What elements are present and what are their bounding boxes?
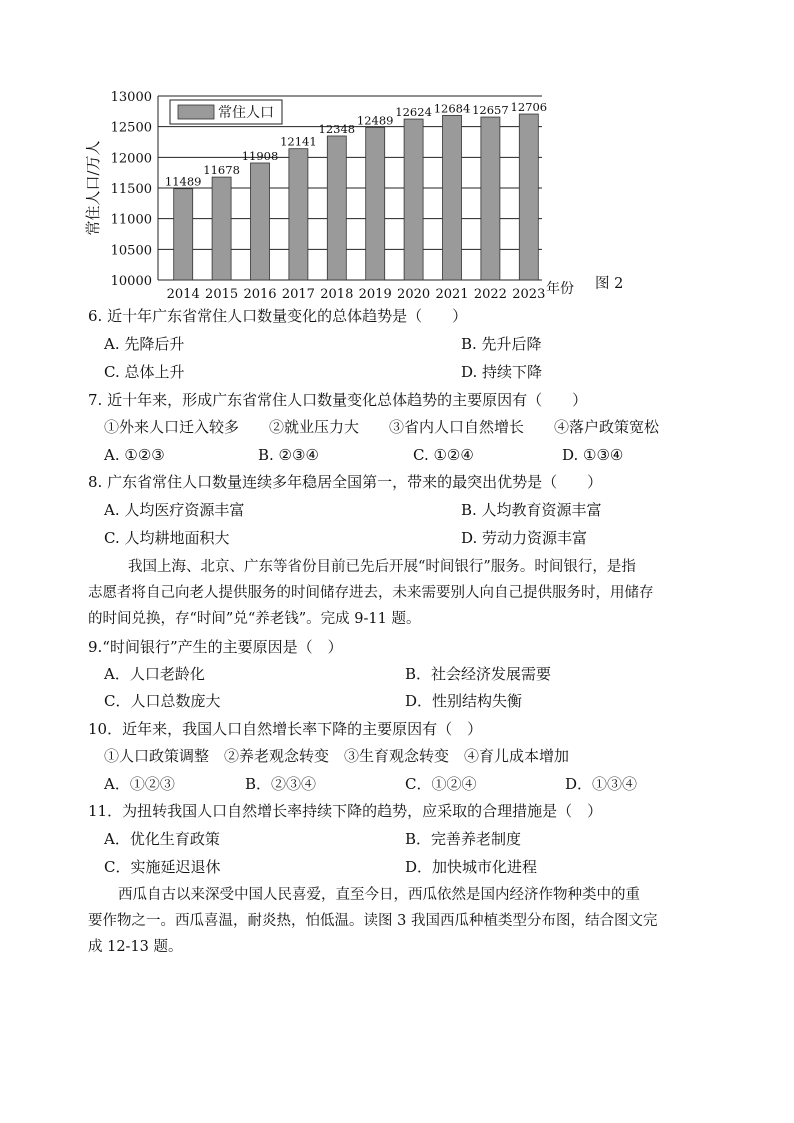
question-8-stem: 8. 广东省常住人口数量连续多年稳居全国第一，带来的最突出优势是（ ） — [88, 473, 603, 491]
x-tick-label-2020: 2020 — [397, 287, 431, 302]
y-tick-label-0: 10000 — [110, 274, 152, 289]
data-label-2021: 12684 — [433, 101, 471, 116]
q10-statements: ①人口政策调整 ②养老观念转变 ③生育观念转变 ④育儿成本增加 — [104, 747, 570, 765]
bar-2021 — [443, 115, 462, 280]
x-tick-label-2014: 2014 — [166, 287, 200, 302]
data-label-2016: 11908 — [241, 148, 279, 163]
x-tick-label-2021: 2021 — [435, 287, 469, 302]
q8-option-c: C. 人均耕地面积大 — [104, 529, 230, 547]
x-tick-label-2019: 2019 — [358, 287, 392, 302]
q7-statements: ①外来人口迁入较多 ②就业压力大 ③省内人口自然增长 ④落户政策宽松 — [104, 418, 660, 436]
q11-option-a: A．优化生育政策 — [104, 830, 220, 848]
q9-option-c: C．人口总数庞大 — [104, 692, 221, 710]
data-label-2020: 12624 — [395, 105, 432, 120]
x-tick-label-2022: 2022 — [473, 287, 507, 302]
passage2-line-1: 西瓜自古以来深受中国人民喜爱，直至今日，西瓜依然是国内经济作物种类中的重 — [118, 887, 640, 903]
passage-time-bank — [88, 554, 713, 632]
bar-2014 — [174, 189, 193, 280]
q10-option-b: B．②③④ — [245, 775, 317, 793]
q9-option-b: B．社会经济发展需要 — [405, 665, 552, 683]
figure-label: 图 2 — [595, 276, 624, 292]
legend-swatch — [178, 105, 214, 119]
x-tick-label-2016: 2016 — [243, 287, 277, 302]
data-label-2022: 12657 — [472, 103, 509, 118]
legend-label: 常住人口 — [218, 105, 274, 121]
y-tick-label-3: 11500 — [110, 182, 152, 197]
bar-2015 — [212, 177, 231, 280]
passage1-line-2: 志愿者将自己向老人提供服务的时间储存进去，未来需要别人向自己提供服务时，用储存 — [88, 585, 654, 601]
x-tick-label-2018: 2018 — [320, 287, 354, 302]
q9-option-d: D．性别结构失衡 — [405, 692, 523, 710]
q6-option-d: D. 持续下降 — [461, 363, 543, 381]
question-7-stem: 7. 近十年来，形成广东省常住人口数量变化总体趋势的主要原因有（ ） — [88, 391, 588, 409]
q8-option-b: B. 人均教育资源丰富 — [461, 501, 602, 519]
q6-option-b: B. 先升后降 — [461, 335, 542, 353]
passage2-line-3: 成 12-13 题。 — [88, 939, 183, 955]
data-label-2017: 12141 — [280, 134, 317, 149]
q11-option-c: C．实施延迟退休 — [104, 858, 221, 876]
passage2-line-2: 要作物之一。西瓜喜温，耐炎热，怕低温。读图 3 我国西瓜种植类型分布图，结合图文完 — [88, 913, 658, 929]
q11-option-d: D．加快城市化进程 — [405, 858, 538, 876]
data-label-2014: 11489 — [164, 174, 202, 189]
y-tick-label-2: 11000 — [110, 212, 152, 228]
question-6-stem: 6. 近十年广东省常住人口数量变化的总体趋势是（ ） — [88, 307, 468, 325]
y-tick-label-6: 13000 — [110, 90, 152, 105]
data-label-2015: 11678 — [203, 163, 240, 178]
q7-option-d: D. ①③④ — [562, 446, 624, 464]
bar-2023 — [519, 114, 538, 280]
passage1-line-3: 的时间兑换，存“时间”兑“养老钱”。完成 9-11 题。 — [88, 611, 421, 627]
data-label-2023: 12706 — [510, 100, 548, 115]
q8-option-a: A. 人均医疗资源丰富 — [104, 501, 245, 519]
q6-option-c: C. 总体上升 — [104, 363, 185, 381]
x-tick-label-2017: 2017 — [281, 287, 315, 302]
question-9-stem: 9.“时间银行”产生的主要原因是（ ） — [88, 638, 343, 656]
bar-2022 — [481, 117, 500, 280]
x-tick-label-2023: 2023 — [512, 287, 546, 302]
q10-option-d: D．①③④ — [565, 775, 638, 793]
y-axis-label: 常住人口/万人 — [84, 140, 102, 236]
question-11-stem: 11．为扭转我国人口自然增长率持续下降的趋势，应采取的合理措施是（ ） — [88, 802, 603, 820]
q10-option-a: A．①②③ — [104, 775, 175, 793]
data-label-2018: 12348 — [318, 121, 356, 136]
q9-option-a: A．人口老龄化 — [104, 665, 205, 683]
bar-2018 — [327, 136, 346, 280]
data-label-2019: 12489 — [356, 113, 394, 128]
y-tick-label-4: 12000 — [110, 151, 152, 167]
x-tick-label-2015: 2015 — [205, 287, 239, 302]
bar-2020 — [404, 119, 423, 280]
q7-option-b: B. ②③④ — [258, 446, 319, 464]
question-10-stem: 10．近年来，我国人口自然增长率下降的主要原因有（ ） — [88, 720, 483, 738]
bar-2017 — [289, 149, 308, 280]
y-tick-label-5: 12500 — [110, 120, 152, 136]
population-bar-chart — [80, 84, 640, 304]
x-axis-label: 年份 — [546, 281, 574, 297]
q8-option-d: D. 劳动力资源丰富 — [461, 529, 588, 547]
passage-watermelon — [88, 882, 713, 960]
y-tick-label-1: 10500 — [110, 243, 152, 259]
q7-option-a: A. ①②③ — [104, 446, 165, 464]
q6-option-a: A. 先降后升 — [104, 335, 185, 353]
passage1-line-1: 我国上海、北京、广东等省份目前已先后开展“时间银行”服务。时间银行，是指 — [128, 559, 636, 575]
q7-option-c: C. ①②④ — [413, 446, 474, 464]
bar-2016 — [251, 163, 270, 280]
bar-2019 — [366, 127, 385, 280]
q11-option-b: B．完善养老制度 — [405, 830, 522, 848]
q10-option-c: C．①②④ — [405, 775, 477, 793]
